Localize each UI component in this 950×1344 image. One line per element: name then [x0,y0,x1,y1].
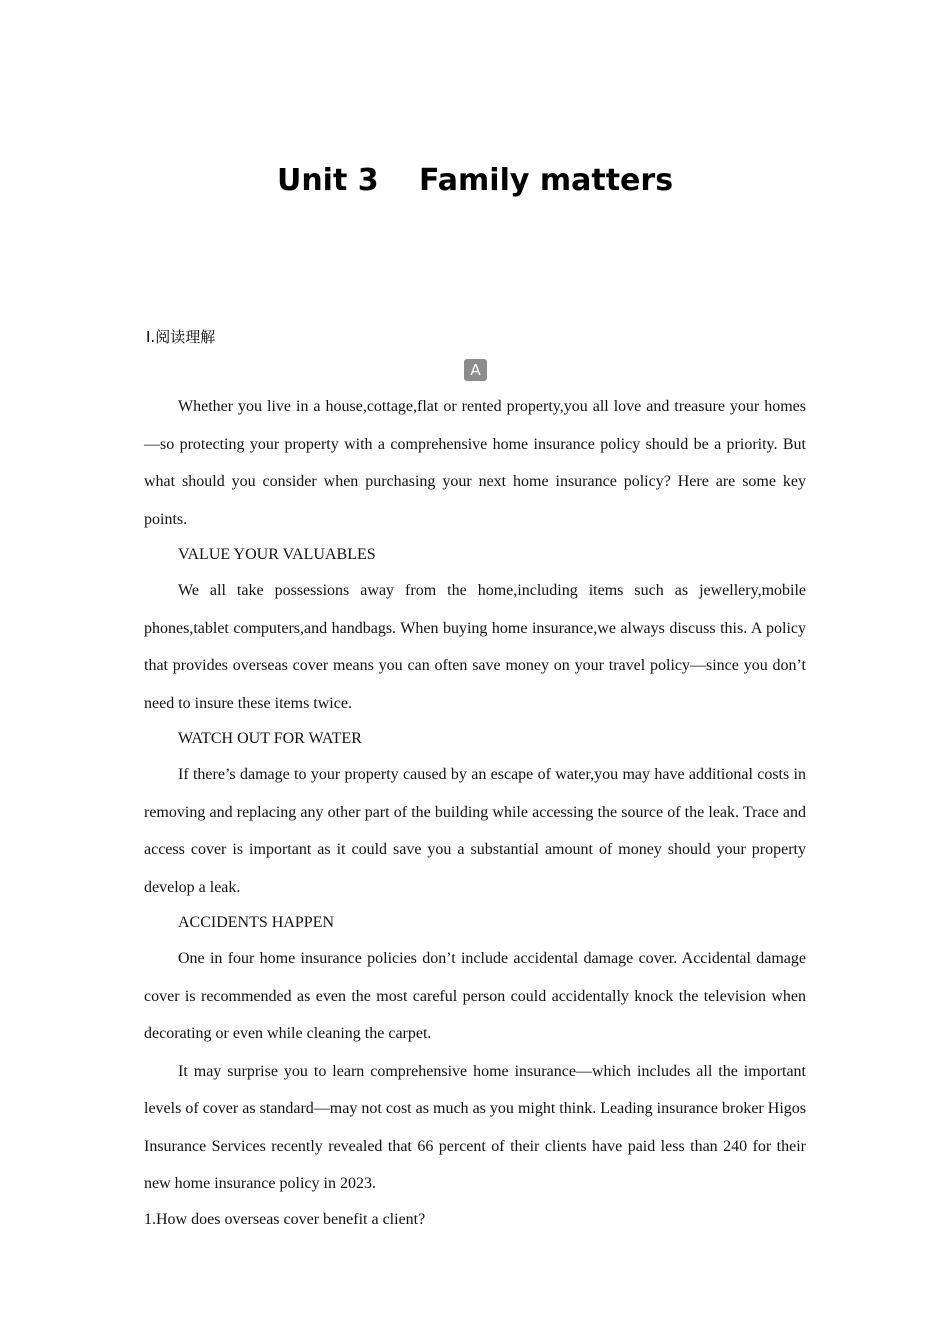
paragraph-conclusion: It may surprise you to learn comprehensive home insurance—which includes all the important levels of cover as standard—may not cost as much as you might think. Leading insurance broker Higos Insurance Services recently revealed that 66 percent of their clients have paid less than 240 for their new home insurance policy in 2023. [144,1062,806,1192]
paragraph-water: If there’s damage to your property caused by an escape of water,you may have additional costs in removing and replacing any other part of the building while accessing the source of the leak. Trace and access cover is important as it could save you a substantial amount of money should your property develop a leak. [144,766,806,896]
paragraph-intro: Whether you live in a house,cottage,flat or rented property,you all love and treasure your homes—so protecting your property with a comprehensive home insurance policy should be a priority. But what should you consider when purchasing your next home insurance policy? Here are some key points. [144,398,806,528]
section-label: Ⅰ.阅读理解 [146,328,216,346]
subheading-valuables: VALUE YOUR VALUABLES [178,546,376,563]
passage-label-badge: A [464,359,487,381]
passage-body [144,388,806,1237]
page-title: Unit 3 Family matters [276,163,674,198]
paragraph-valuables: We all take possessions away from the home,including items such as jewellery,mobile phones,tablet computers,and handbags. When buying home insurance,we always discuss this. A policy that provides overseas cover means you can often save money on your travel policy—since you don’t need to insure these items twice. [144,582,806,712]
paragraph-accidents: One in four home insurance policies don’t include accidental damage cover. Accidental damage cover is recommended as even the most careful person could accidentally knock the television when decorating or even while cleaning the carpet. [144,950,806,1042]
subheading-accidents: ACCIDENTS HAPPEN [178,914,335,931]
question-1: 1.How does overseas cover benefit a client? [144,1210,426,1228]
subheading-water: WATCH OUT FOR WATER [178,730,362,747]
